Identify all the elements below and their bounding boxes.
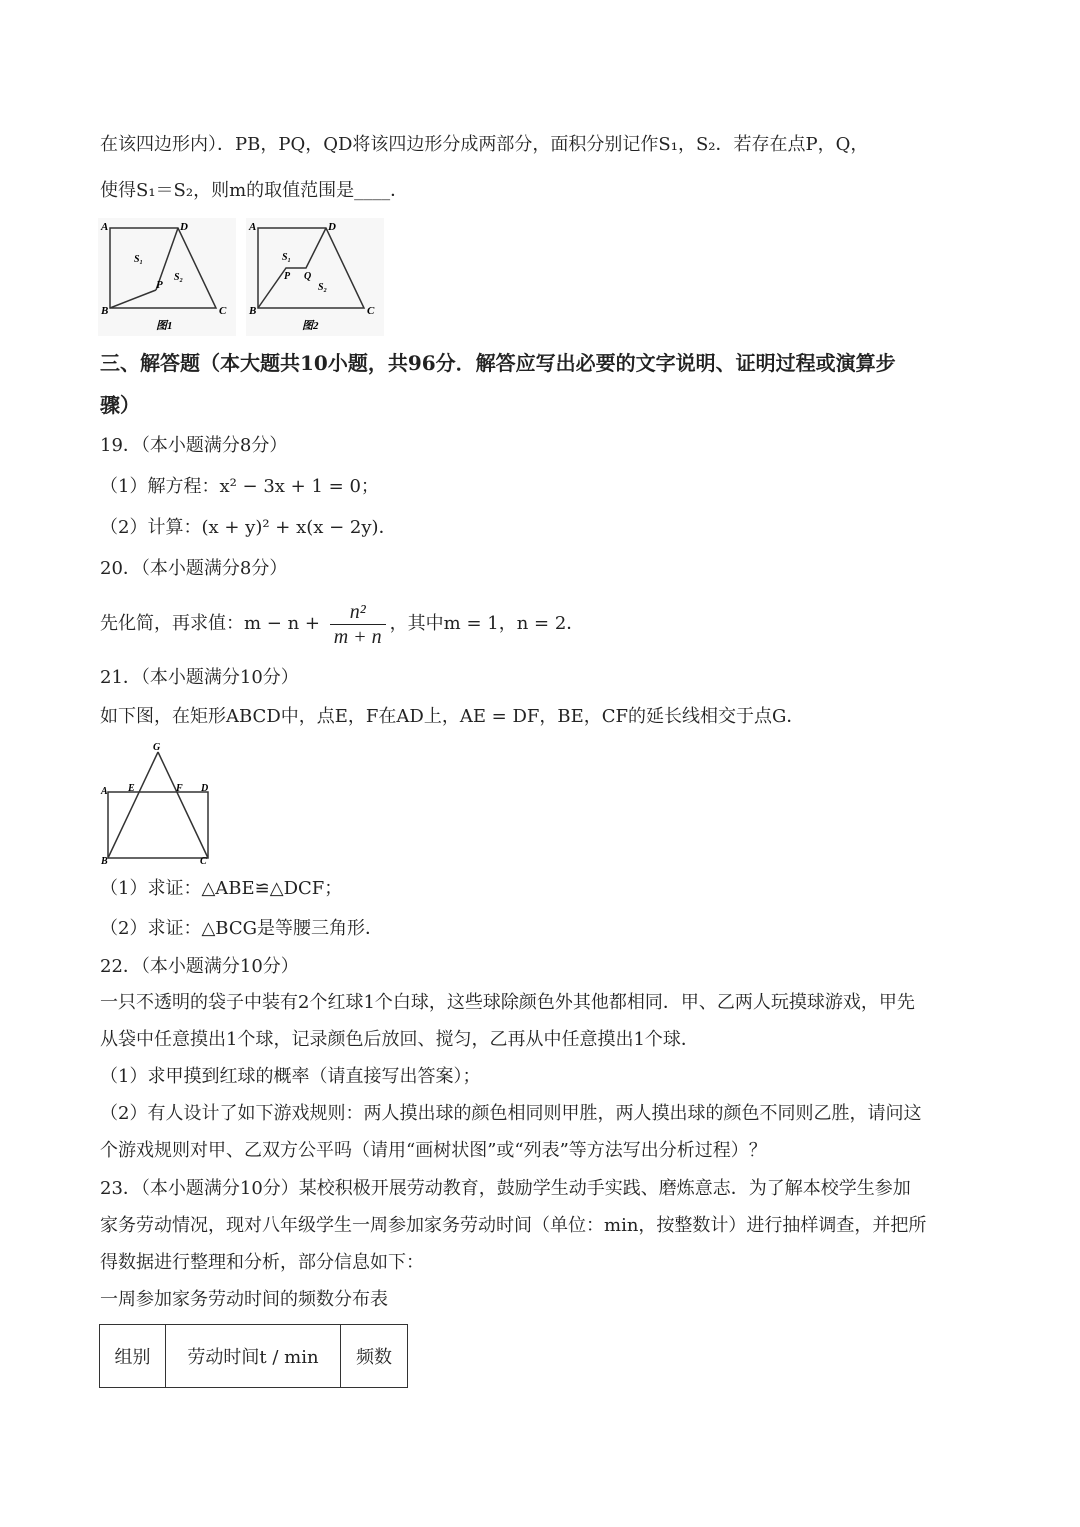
q18-line1: 在该四边形内）．PB，PQ，QD将该四边形分成两部分，面积分别记作S₁，S₂．若存在点P，Q，: [100, 134, 869, 155]
fig2-label-d: D: [328, 221, 336, 233]
q23-table-title: 一周参加家务劳动时间的频数分布表: [100, 1289, 388, 1310]
q20-fraction: [330, 600, 386, 649]
fig1-label-c: C: [219, 305, 227, 317]
fig2-caption: 图2: [302, 320, 319, 332]
fig1-caption: 图1: [156, 320, 173, 332]
q20-suffix: ，其中m = 1，n = 2．: [389, 613, 585, 634]
q19-part2: （2）计算：(x + y)² + x(x − 2y)．: [100, 517, 397, 538]
figure-q21: [98, 738, 218, 868]
fig2-label-s2: S₂: [318, 282, 328, 293]
q20-prefix: 先化简，再求值：m − n +: [100, 613, 326, 634]
q22-line2: 从袋中任意摸出1个球，记录颜色后放回、搅匀，乙再从中任意摸出1个球．: [100, 1029, 699, 1050]
fig1-label-s1: S₁: [134, 254, 144, 265]
header-group: 组别: [100, 1325, 166, 1388]
fig1-label-b: B: [101, 305, 109, 317]
q20-header: 20．（本小题满分8分）: [100, 558, 288, 579]
fig1-label-s2: S₂: [174, 272, 184, 283]
q22-line1: 一只不透明的袋子中装有2个红球1个白球，这些球除颜色外其他都相同．甲、乙两人玩摸球游戏，甲先: [100, 992, 915, 1013]
header-frequency: 频数: [341, 1325, 408, 1388]
q22-part2-line2: 个游戏规则对甲、乙双方公平吗（请用“画树状图”或“列表”等方法写出分析过程）？: [100, 1140, 767, 1161]
fig2-label-q: Q: [304, 271, 312, 282]
q22-header: 22．（本小题满分10分）: [100, 956, 299, 977]
q21-label-c: C: [200, 856, 207, 867]
figure-1: [98, 218, 236, 336]
q18-line2: 使得S₁＝S₂，则m的取值范围是____．: [100, 180, 409, 201]
q21-label-f: F: [176, 783, 183, 794]
section-3-title-cont: 骤）: [100, 393, 140, 417]
q21-label-a: A: [101, 786, 108, 797]
q19-header: 19．（本小题满分8分）: [100, 435, 288, 456]
q21-part1: （1）求证：△ABE≌△DCF；: [100, 878, 343, 899]
q21-header: 21．（本小题满分10分）: [100, 667, 299, 688]
q19-part1: （1）解方程：x² − 3x + 1 = 0；: [100, 476, 379, 497]
q21-label-b: B: [101, 856, 108, 867]
section-3-title: 三、解答题（本大题共10小题，共96分．解答应写出必要的文字说明、证明过程或演算步: [100, 351, 896, 375]
table-header-row: [100, 1325, 408, 1388]
fig1-label-p: P: [156, 279, 163, 291]
fig2-label-p: P: [284, 271, 291, 282]
fig2-label-c: C: [367, 305, 375, 317]
q22-part1: （1）求甲摸到红球的概率（请直接写出答案）；: [100, 1066, 481, 1087]
figure-2: [246, 218, 384, 336]
fig1-label-a: A: [101, 221, 109, 233]
fig1-label-d: D: [180, 221, 188, 233]
frequency-table: [99, 1324, 408, 1388]
q23-line2: 家务劳动情况，现对八年级学生一周参加家务劳动时间（单位：min，按整数计）进行抽样调查，并把所: [100, 1215, 927, 1236]
fig2-label-a: A: [249, 221, 257, 233]
q21-label-d: D: [201, 783, 209, 794]
q20-expression: [100, 598, 584, 650]
q21-text: 如下图，在矩形ABCD中，点E，F在AD上，AE = DF，BE，CF的延长线相交于点G．: [100, 706, 805, 727]
fig2-label-b: B: [249, 305, 257, 317]
q20-denominator: m + n: [333, 625, 382, 648]
q21-label-e: E: [128, 783, 135, 794]
q21-label-g: G: [153, 742, 161, 753]
q21-part2: （2）求证：△BCG是等腰三角形．: [100, 918, 384, 939]
q23-line3: 得数据进行整理和分析，部分信息如下：: [100, 1252, 424, 1273]
q20-numerator: n²: [330, 600, 386, 625]
header-time: 劳动时间t / min: [166, 1325, 341, 1388]
q23-line1: 23．（本小题满分10分）某校积极开展劳动教育，鼓励学生动手实践、磨炼意志．为了解本校学生参加: [100, 1178, 911, 1199]
q22-part2-line1: （2）有人设计了如下游戏规则：两人摸出球的颜色相同则甲胜，两人摸出球的颜色不同则乙胜，请问这: [100, 1103, 922, 1124]
fig2-label-s1: S₁: [282, 252, 292, 263]
